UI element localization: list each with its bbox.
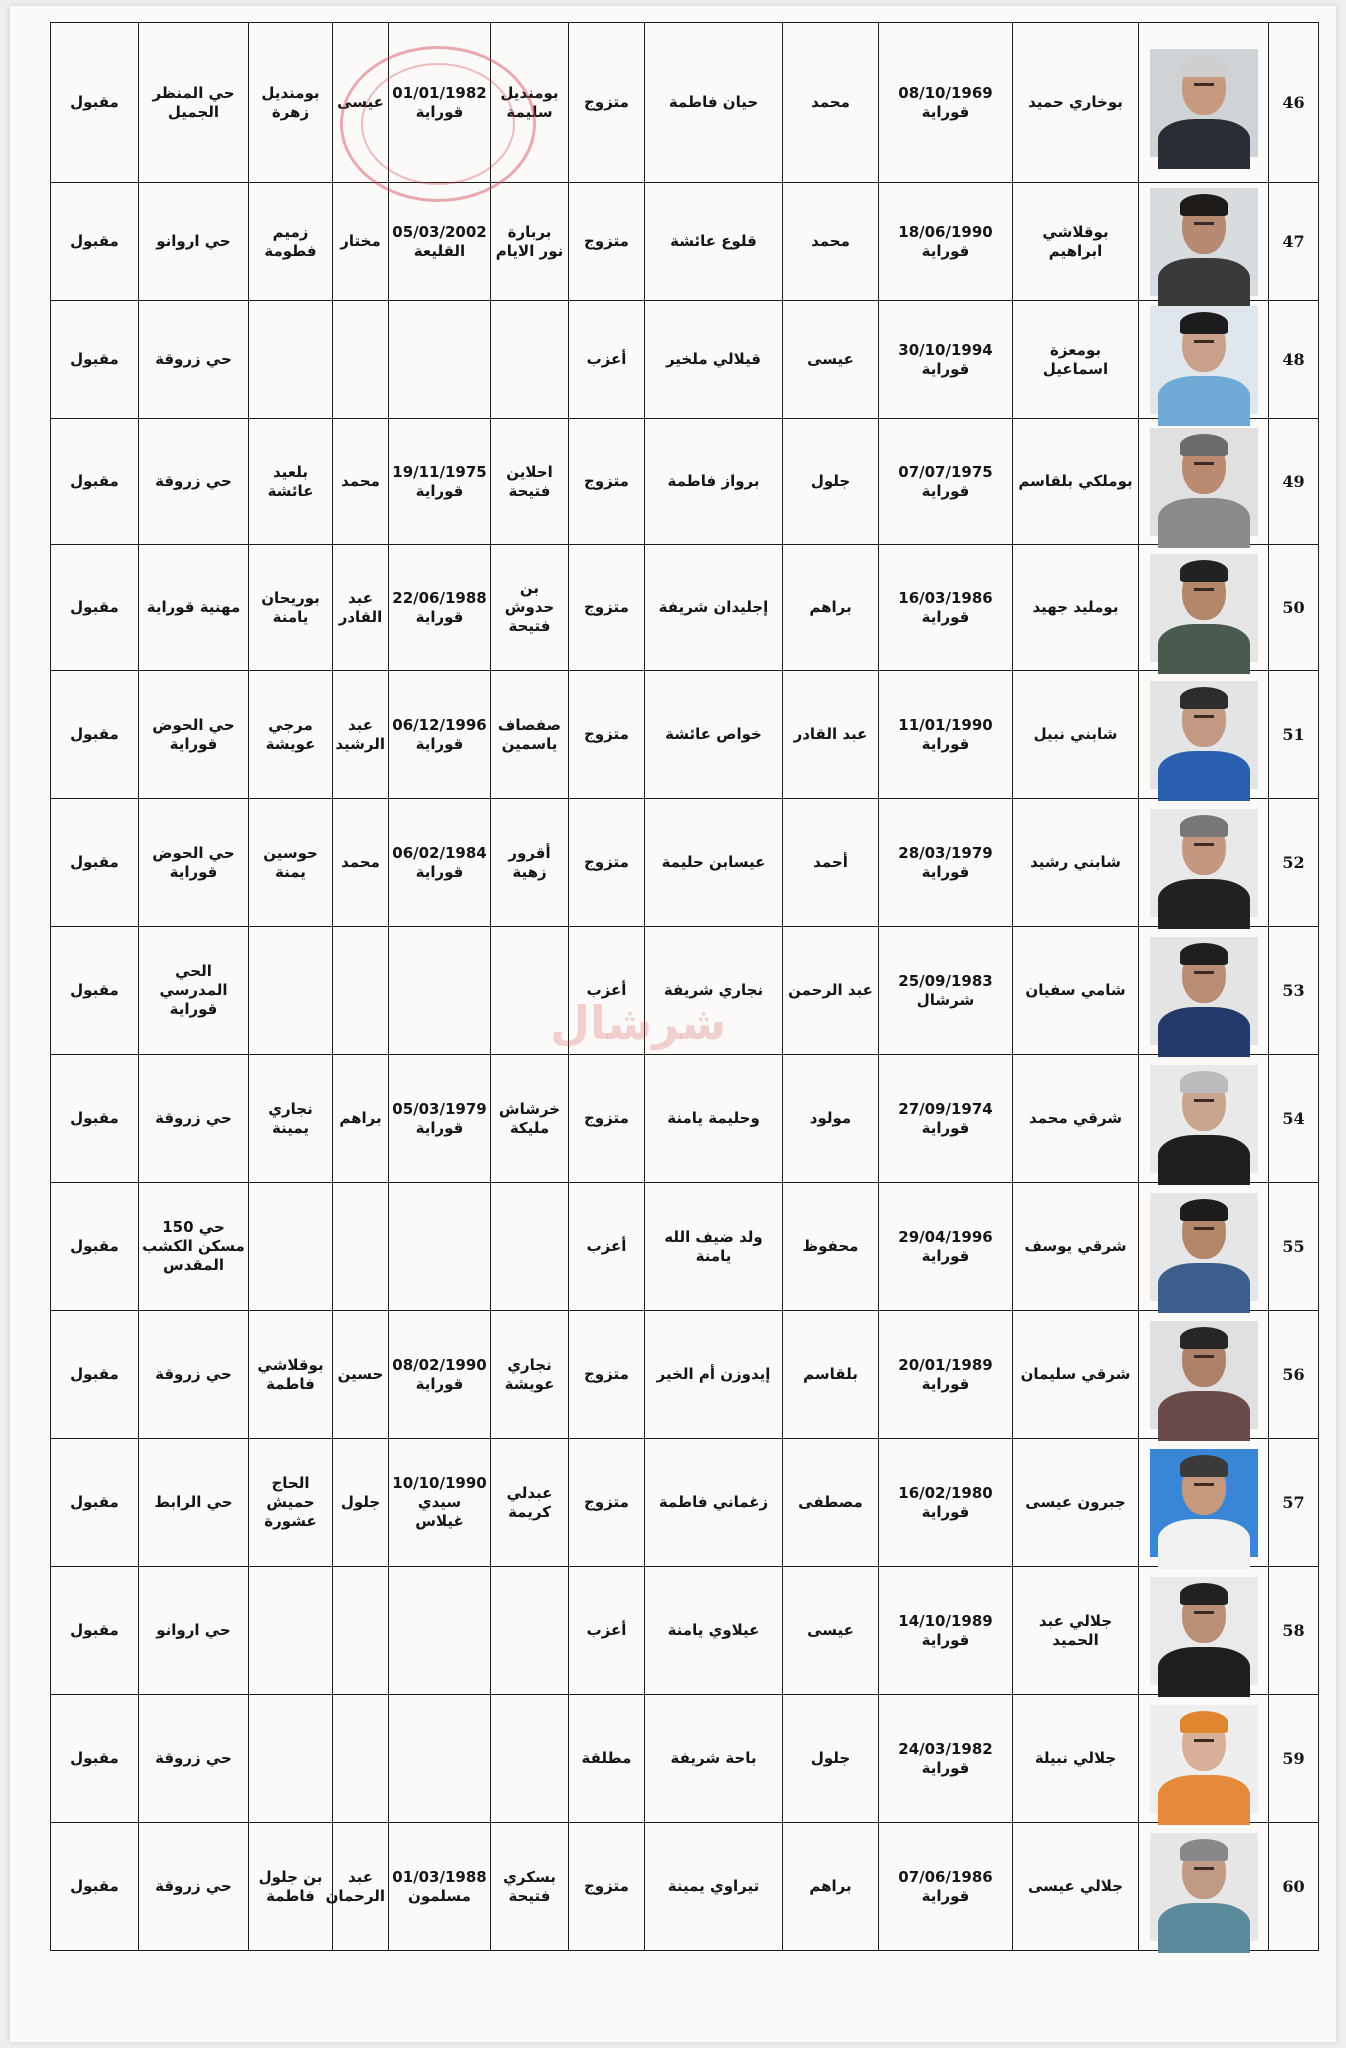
mother-name-cell: برواز فاطمة [645, 419, 783, 545]
id-photo [1150, 306, 1258, 414]
id-photo [1150, 49, 1258, 157]
spouse-name-cell: بن حدوش فتيحة [491, 545, 569, 671]
beneficiaries-table [50, 22, 1319, 1951]
table-row [51, 1695, 1319, 1823]
address-cell: حي المنظر الجميل [139, 23, 249, 183]
photo-cell [1139, 1439, 1269, 1567]
decision-cell: مقبول [51, 545, 139, 671]
name-cell: شرقي يوسف [1013, 1183, 1139, 1311]
spouse-name-cell [491, 301, 569, 419]
decision-cell: مقبول [51, 1567, 139, 1695]
name-cell: جلالي عبد الحميد [1013, 1567, 1139, 1695]
father-name-cell: بلقاسم [783, 1311, 879, 1439]
spouse-name-cell: بربارة نور الايام [491, 183, 569, 301]
marital-status-cell: متزوج [569, 1055, 645, 1183]
mother-name-cell: زغماني فاطمة [645, 1439, 783, 1567]
address-cell: حي زروقة [139, 1311, 249, 1439]
spouse-father-cell: عيسى [333, 23, 389, 183]
row-number-cell: 53 [1269, 927, 1319, 1055]
address-cell: حي اروانو [139, 183, 249, 301]
mother-name-cell: باحة شريفة [645, 1695, 783, 1823]
spouse-birth-cell [389, 927, 491, 1055]
father-name-cell: عيسى [783, 301, 879, 419]
decision-cell: مقبول [51, 23, 139, 183]
birth-date-place-cell: 16/03/1986 قوراية [879, 545, 1013, 671]
spouse-mother-cell [249, 301, 333, 419]
father-name-cell: عيسى [783, 1567, 879, 1695]
spouse-name-cell [491, 1695, 569, 1823]
spouse-birth-cell: 05/03/2002 القليعة [389, 183, 491, 301]
spouse-father-cell [333, 927, 389, 1055]
row-number-cell: 51 [1269, 671, 1319, 799]
mother-name-cell: إجليدان شريفة [645, 545, 783, 671]
mother-name-cell: تيراوي يمينة [645, 1823, 783, 1951]
spouse-birth-cell [389, 301, 491, 419]
spouse-father-cell [333, 1567, 389, 1695]
id-photo [1150, 1321, 1258, 1429]
photo-cell [1139, 545, 1269, 671]
decision-cell: مقبول [51, 1695, 139, 1823]
birth-date-place-cell: 16/02/1980 قوراية [879, 1439, 1013, 1567]
decision-cell: مقبول [51, 927, 139, 1055]
marital-status-cell: متزوج [569, 1311, 645, 1439]
birth-date-place-cell: 14/10/1989 قوراية [879, 1567, 1013, 1695]
spouse-mother-cell [249, 1183, 333, 1311]
marital-status-cell: أعزب [569, 301, 645, 419]
id-photo [1150, 937, 1258, 1045]
birth-date-place-cell: 29/04/1996 قوراية [879, 1183, 1013, 1311]
spouse-name-cell: عبدلي كريمة [491, 1439, 569, 1567]
spouse-mother-cell: مرجي عويشة [249, 671, 333, 799]
marital-status-cell: متزوج [569, 1823, 645, 1951]
address-cell: حي الحوض قوراية [139, 799, 249, 927]
document-sheet [10, 6, 1336, 2042]
spouse-mother-cell: بوقلاشي فاطمة [249, 1311, 333, 1439]
spouse-birth-cell: 01/01/1982 قوراية [389, 23, 491, 183]
row-number-cell: 49 [1269, 419, 1319, 545]
spouse-mother-cell: بلعيد عائشة [249, 419, 333, 545]
address-cell: حي زروقة [139, 1695, 249, 1823]
decision-cell: مقبول [51, 183, 139, 301]
row-number-cell: 57 [1269, 1439, 1319, 1567]
table-row [51, 23, 1319, 183]
table-row [51, 799, 1319, 927]
father-name-cell: عبد القادر [783, 671, 879, 799]
father-name-cell: أحمد [783, 799, 879, 927]
father-name-cell: جلول [783, 419, 879, 545]
decision-cell: مقبول [51, 1823, 139, 1951]
id-photo [1150, 1577, 1258, 1685]
id-photo [1150, 809, 1258, 917]
photo-cell [1139, 419, 1269, 545]
spouse-father-cell: مختار [333, 183, 389, 301]
birth-date-place-cell: 08/10/1969 قوراية [879, 23, 1013, 183]
father-name-cell: محفوظ [783, 1183, 879, 1311]
spouse-mother-cell [249, 927, 333, 1055]
name-cell: بوقلاشي ابراهيم [1013, 183, 1139, 301]
id-photo [1150, 1193, 1258, 1301]
spouse-birth-cell: 05/03/1979 قوراية [389, 1055, 491, 1183]
marital-status-cell: متزوج [569, 671, 645, 799]
photo-cell [1139, 1311, 1269, 1439]
marital-status-cell: متزوج [569, 799, 645, 927]
father-name-cell: عبد الرحمن [783, 927, 879, 1055]
photo-cell [1139, 23, 1269, 183]
address-cell: حي الحوض قوراية [139, 671, 249, 799]
spouse-birth-cell [389, 1695, 491, 1823]
marital-status-cell: أعزب [569, 1567, 645, 1695]
address-cell: الحي المدرسي قوراية [139, 927, 249, 1055]
name-cell: بومعزة اسماعيل [1013, 301, 1139, 419]
marital-status-cell: متزوج [569, 1439, 645, 1567]
spouse-mother-cell: بن جلول فاطمة [249, 1823, 333, 1951]
decision-cell: مقبول [51, 419, 139, 545]
address-cell: حي زروقة [139, 1823, 249, 1951]
row-number-cell: 58 [1269, 1567, 1319, 1695]
table-row [51, 419, 1319, 545]
birth-date-place-cell: 07/06/1986 قوراية [879, 1823, 1013, 1951]
spouse-name-cell: بومنديل سليمة [491, 23, 569, 183]
table-body [51, 23, 1319, 1951]
photo-cell [1139, 1823, 1269, 1951]
birth-date-place-cell: 24/03/1982 قوراية [879, 1695, 1013, 1823]
spouse-birth-cell: 19/11/1975 قوراية [389, 419, 491, 545]
photo-cell [1139, 1695, 1269, 1823]
marital-status-cell: أعزب [569, 1183, 645, 1311]
mother-name-cell: ولد ضيف الله يامنة [645, 1183, 783, 1311]
spouse-father-cell: عبد الرحمان [333, 1823, 389, 1951]
spouse-birth-cell: 06/02/1984 قوراية [389, 799, 491, 927]
row-number-cell: 50 [1269, 545, 1319, 671]
row-number-cell: 59 [1269, 1695, 1319, 1823]
spouse-birth-cell: 01/03/1988 مسلمون [389, 1823, 491, 1951]
spouse-father-cell: عبد الرشيد [333, 671, 389, 799]
spouse-mother-cell: بومنديل زهرة [249, 23, 333, 183]
row-number-cell: 60 [1269, 1823, 1319, 1951]
table-row [51, 545, 1319, 671]
table-row [51, 1823, 1319, 1951]
mother-name-cell: قلوع عائشة [645, 183, 783, 301]
birth-date-place-cell: 11/01/1990 قوراية [879, 671, 1013, 799]
spouse-mother-cell: بوريحان يامنة [249, 545, 333, 671]
id-photo [1150, 1449, 1258, 1557]
birth-date-place-cell: 28/03/1979 قوراية [879, 799, 1013, 927]
row-number-cell: 54 [1269, 1055, 1319, 1183]
birth-date-place-cell: 18/06/1990 قوراية [879, 183, 1013, 301]
row-number-cell: 55 [1269, 1183, 1319, 1311]
id-photo [1150, 1705, 1258, 1813]
spouse-father-cell: براهم [333, 1055, 389, 1183]
mother-name-cell: عيسابن حليمة [645, 799, 783, 927]
spouse-name-cell [491, 1183, 569, 1311]
spouse-father-cell: عبد القادر [333, 545, 389, 671]
address-cell: حي زروقة [139, 419, 249, 545]
decision-cell: مقبول [51, 1311, 139, 1439]
official-stamp [340, 46, 536, 202]
father-name-cell: مصطفى [783, 1439, 879, 1567]
address-cell: حي زروقة [139, 1055, 249, 1183]
name-cell: بوخاري حميد [1013, 23, 1139, 183]
spouse-mother-cell [249, 1695, 333, 1823]
spouse-father-cell: جلول [333, 1439, 389, 1567]
table-row [51, 183, 1319, 301]
spouse-name-cell: بسكري فتيحة [491, 1823, 569, 1951]
photo-cell [1139, 1183, 1269, 1311]
mother-name-cell: عيلاوي يامنة [645, 1567, 783, 1695]
table-row [51, 1567, 1319, 1695]
decision-cell: مقبول [51, 301, 139, 419]
father-name-cell: محمد [783, 183, 879, 301]
mother-name-cell: حيان فاطمة [645, 23, 783, 183]
name-cell: جلالي عيسى [1013, 1823, 1139, 1951]
row-number-cell: 47 [1269, 183, 1319, 301]
name-cell: شابني رشيد [1013, 799, 1139, 927]
id-photo [1150, 428, 1258, 536]
spouse-mother-cell: زميم فطومة [249, 183, 333, 301]
row-number-cell: 52 [1269, 799, 1319, 927]
marital-status-cell: متزوج [569, 183, 645, 301]
photo-cell [1139, 927, 1269, 1055]
spouse-birth-cell: 22/06/1988 قوراية [389, 545, 491, 671]
decision-cell: مقبول [51, 1439, 139, 1567]
row-number-cell: 56 [1269, 1311, 1319, 1439]
name-cell: بومليد جهيد [1013, 545, 1139, 671]
photo-cell [1139, 1567, 1269, 1695]
row-number-cell: 48 [1269, 301, 1319, 419]
spouse-birth-cell: 08/02/1990 قوراية [389, 1311, 491, 1439]
table-row [51, 1439, 1319, 1567]
spouse-name-cell: صفصاف ياسمين [491, 671, 569, 799]
birth-date-place-cell: 25/09/1983 شرشال [879, 927, 1013, 1055]
father-name-cell: جلول [783, 1695, 879, 1823]
decision-cell: مقبول [51, 799, 139, 927]
address-cell: حي زروقة [139, 301, 249, 419]
decision-cell: مقبول [51, 1055, 139, 1183]
father-name-cell: براهم [783, 545, 879, 671]
spouse-name-cell: أقرور زهية [491, 799, 569, 927]
spouse-father-cell: محمد [333, 799, 389, 927]
marital-status-cell: أعزب [569, 927, 645, 1055]
photo-cell [1139, 671, 1269, 799]
spouse-father-cell [333, 301, 389, 419]
spouse-mother-cell: نجاري يمينة [249, 1055, 333, 1183]
address-cell: حي 150 مسكن الكشب المقدس [139, 1183, 249, 1311]
marital-status-cell: متزوج [569, 419, 645, 545]
birth-date-place-cell: 30/10/1994 قوراية [879, 301, 1013, 419]
watermark: شرشال [550, 996, 727, 1050]
name-cell: شرقي سليمان [1013, 1311, 1139, 1439]
row-number-cell: 46 [1269, 23, 1319, 183]
id-photo [1150, 681, 1258, 789]
mother-name-cell: قيلالي ملخير [645, 301, 783, 419]
name-cell: شامي سفيان [1013, 927, 1139, 1055]
address-cell: حي اروانو [139, 1567, 249, 1695]
id-photo [1150, 554, 1258, 662]
spouse-name-cell [491, 1567, 569, 1695]
name-cell: جلالي نبيلة [1013, 1695, 1139, 1823]
id-photo [1150, 1833, 1258, 1941]
address-cell: مهنية قوراية [139, 545, 249, 671]
spouse-birth-cell [389, 1183, 491, 1311]
marital-status-cell: متزوج [569, 545, 645, 671]
father-name-cell: مولود [783, 1055, 879, 1183]
mother-name-cell: نجاري شريفة [645, 927, 783, 1055]
spouse-birth-cell: 10/10/1990 سيدي غيلاس [389, 1439, 491, 1567]
spouse-mother-cell: الحاج حميش عشورة [249, 1439, 333, 1567]
father-name-cell: محمد [783, 23, 879, 183]
spouse-father-cell [333, 1695, 389, 1823]
spouse-name-cell: نجاري عويشة [491, 1311, 569, 1439]
spouse-father-cell: محمد [333, 419, 389, 545]
decision-cell: مقبول [51, 671, 139, 799]
table-row [51, 1055, 1319, 1183]
table-row [51, 671, 1319, 799]
birth-date-place-cell: 27/09/1974 قوراية [879, 1055, 1013, 1183]
name-cell: شرقي محمد [1013, 1055, 1139, 1183]
table-row [51, 301, 1319, 419]
photo-cell [1139, 183, 1269, 301]
mother-name-cell: وحليمة يامنة [645, 1055, 783, 1183]
name-cell: جبرون عيسى [1013, 1439, 1139, 1567]
spouse-father-cell [333, 1183, 389, 1311]
photo-cell [1139, 799, 1269, 927]
table-row [51, 1183, 1319, 1311]
birth-date-place-cell: 20/01/1989 قوراية [879, 1311, 1013, 1439]
spouse-father-cell: حسين [333, 1311, 389, 1439]
address-cell: حي الرابط [139, 1439, 249, 1567]
id-photo [1150, 1065, 1258, 1173]
name-cell: شابني نبيل [1013, 671, 1139, 799]
mother-name-cell: خواص عائشة [645, 671, 783, 799]
id-photo [1150, 188, 1258, 296]
spouse-mother-cell [249, 1567, 333, 1695]
marital-status-cell: مطلقة [569, 1695, 645, 1823]
photo-cell [1139, 301, 1269, 419]
spouse-name-cell: احلاين فتيحة [491, 419, 569, 545]
mother-name-cell: إيدوزن أم الخير [645, 1311, 783, 1439]
name-cell: بوملكي بلقاسم [1013, 419, 1139, 545]
marital-status-cell: متزوج [569, 23, 645, 183]
spouse-birth-cell: 06/12/1996 قوراية [389, 671, 491, 799]
spouse-birth-cell [389, 1567, 491, 1695]
photo-cell [1139, 1055, 1269, 1183]
spouse-name-cell: خرشاش مليكة [491, 1055, 569, 1183]
spouse-mother-cell: حوسين يمنة [249, 799, 333, 927]
father-name-cell: براهم [783, 1823, 879, 1951]
birth-date-place-cell: 07/07/1975 قوراية [879, 419, 1013, 545]
decision-cell: مقبول [51, 1183, 139, 1311]
table-row [51, 1311, 1319, 1439]
